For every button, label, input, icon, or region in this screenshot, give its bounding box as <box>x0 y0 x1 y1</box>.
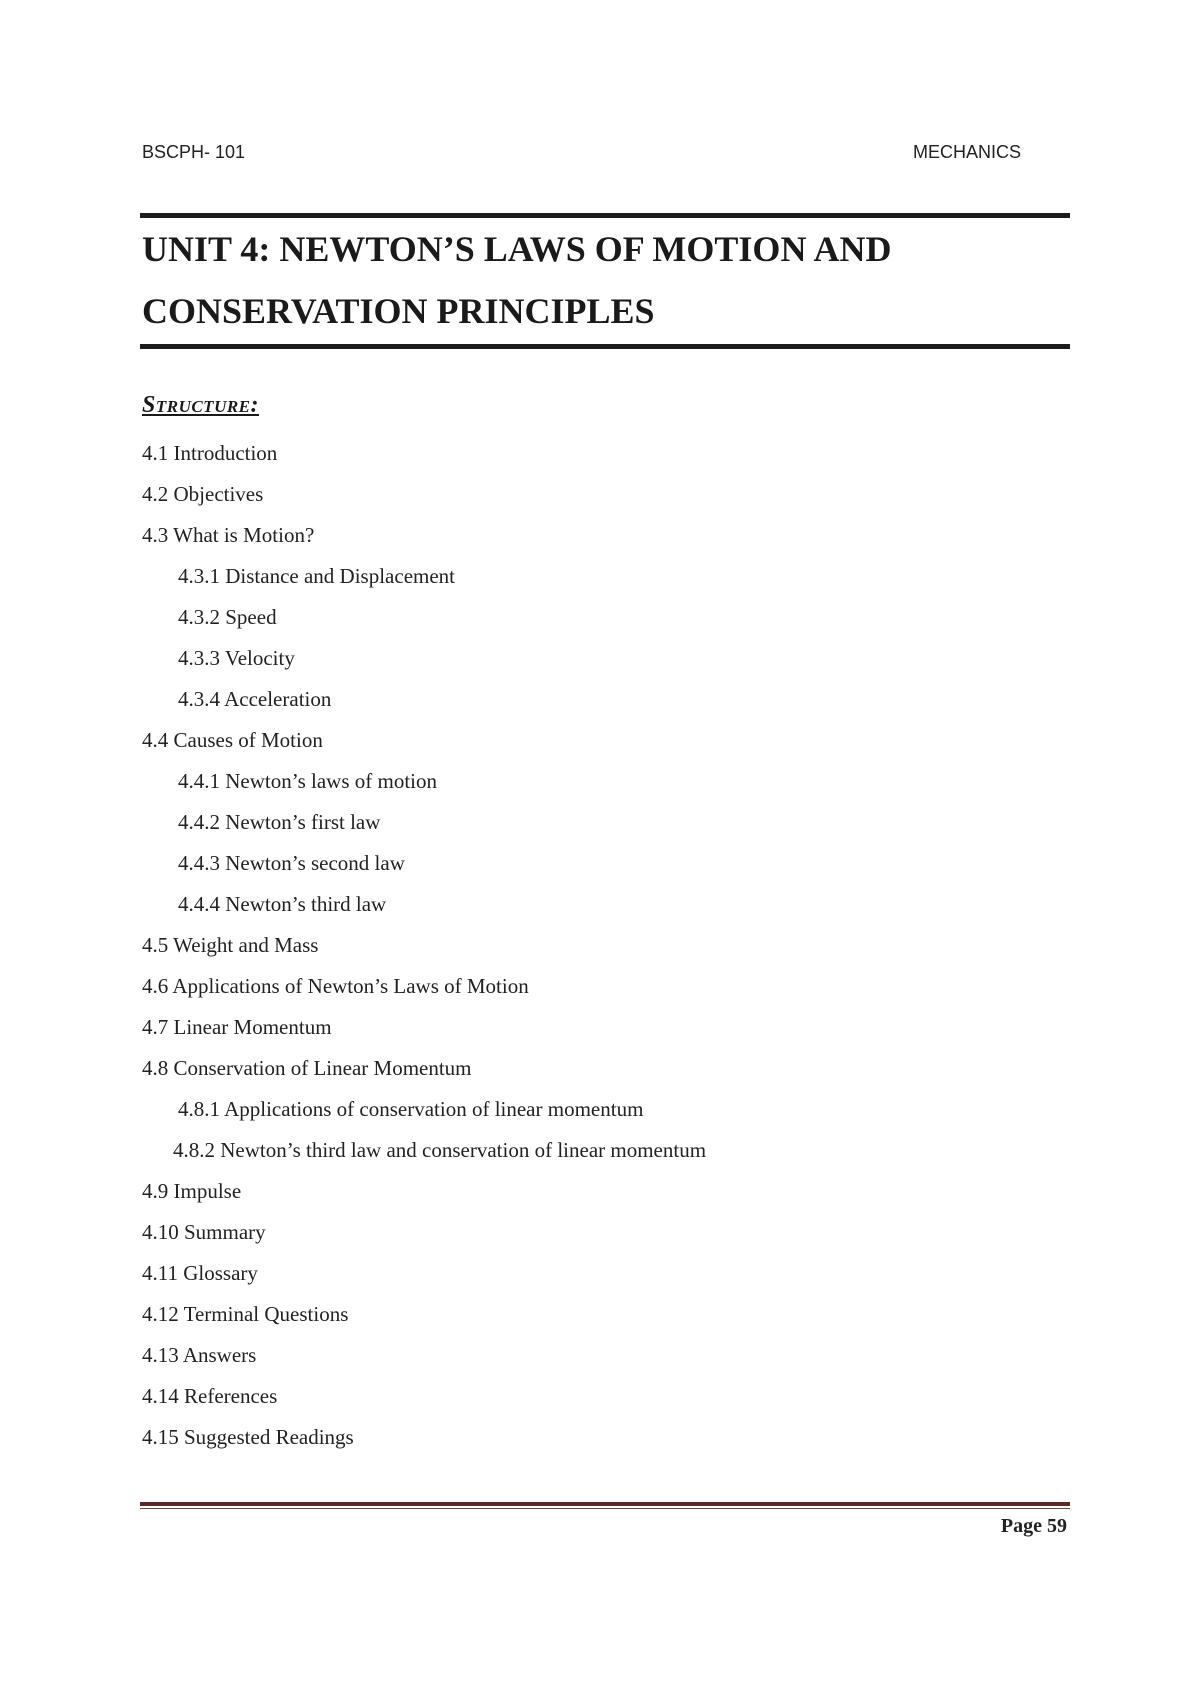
structure-item: 4.7 Linear Momentum <box>142 1015 332 1039</box>
footer-rule-thin <box>140 1508 1070 1509</box>
footer-rule <box>140 1502 1070 1506</box>
structure-item: 4.10 Summary <box>142 1220 266 1244</box>
structure-item: 4.4 Causes of Motion <box>142 728 323 752</box>
course-title: MECHANICS <box>912 142 1021 162</box>
structure-item: 4.4.2 Newton’s first law <box>178 810 381 834</box>
structure-item: 4.2 Objectives <box>142 482 264 506</box>
structure-item: 4.13 Answers <box>142 1343 257 1367</box>
structure-item: 4.3.3 Velocity <box>178 646 295 670</box>
structure-item: 4.4.1 Newton’s laws of motion <box>178 769 437 793</box>
structure-item: 4.15 Suggested Readings <box>142 1425 354 1449</box>
title-bottom-rule <box>140 344 1070 349</box>
page-number: Page 59 <box>1000 1515 1067 1537</box>
structure-item: 4.1 Introduction <box>142 441 278 465</box>
structure-item: 4.4.4 Newton’s third law <box>178 892 387 916</box>
structure-item: 4.9 Impulse <box>142 1179 242 1203</box>
structure-item: 4.3.1 Distance and Displacement <box>178 564 455 588</box>
structure-item: 4.8 Conservation of Linear Momentum <box>142 1056 472 1080</box>
structure-item: 4.5 Weight and Mass <box>142 933 319 957</box>
structure-item: 4.12 Terminal Questions <box>142 1302 349 1326</box>
structure-item: 4.11 Glossary <box>142 1261 258 1285</box>
structure-item: 4.3 What is Motion? <box>142 523 315 547</box>
structure-item: 4.3.4 Acceleration <box>178 687 332 711</box>
structure-list <box>142 433 706 1458</box>
unit-title-line-2: CONSERVATION PRINCIPLES <box>142 291 655 331</box>
course-code: BSCPH- 101 <box>142 142 246 162</box>
unit-title-line-1: UNIT 4: NEWTON’S LAWS OF MOTION AND <box>142 229 892 269</box>
structure-item: 4.6 Applications of Newton’s Laws of Motion <box>142 974 529 998</box>
structure-item: 4.8.2 Newton’s third law and conservation of linear momentum <box>173 1138 707 1162</box>
structure-item: 4.3.2 Speed <box>178 605 277 629</box>
structure-item: 4.8.1 Applications of conservation of linear momentum <box>178 1097 644 1121</box>
structure-item: 4.4.3 Newton’s second law <box>178 851 405 875</box>
structure-heading: Structure: <box>142 392 260 418</box>
running-header <box>142 142 1021 170</box>
unit-title <box>142 218 1062 342</box>
structure-item: 4.14 References <box>142 1384 278 1408</box>
